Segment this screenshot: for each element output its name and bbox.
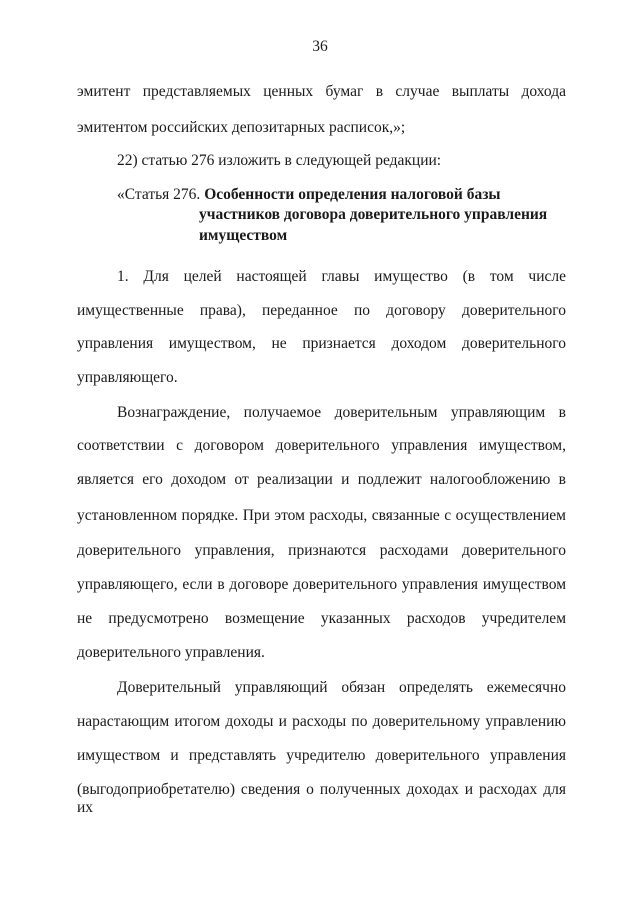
article-prefix: «Статья 276. — [117, 186, 201, 203]
text-line: управляющего, если в договоре доверительного управления имуществом — [77, 576, 566, 593]
text-line: доверительного управления. — [77, 644, 265, 661]
text-line: установленном порядке. При этом расходы, связанные с осуществлением — [77, 507, 566, 524]
text-line: имущественные права), переданное по договору доверительного — [77, 302, 566, 319]
text-line: имуществом и представлять учредителю доверительного управления — [77, 747, 566, 764]
text-line: (выгодоприобретателю) сведения о полученных доходах и расходах для их — [77, 781, 566, 816]
text-line: является его доходом от реализации и подлежит налогообложению в — [77, 471, 566, 488]
article-title-line: имуществом — [199, 227, 288, 244]
text-line: эмитент представляемых ценных бумаг в случае выплаты дохода — [77, 83, 566, 100]
text-line: 22) статью 276 изложить в следующей редакции: — [117, 152, 442, 169]
text-line: Вознаграждение, получаемое доверительным управляющим в — [117, 404, 566, 421]
article-title-line: Особенности определения налоговой базы — [204, 186, 501, 203]
text-line: нарастающим итогом доходы и расходы по доверительному управлению — [77, 713, 566, 730]
text-line: управляющего. — [77, 369, 178, 386]
text-line: не предусмотрено возмещение указанных расходов учредителем — [77, 610, 566, 627]
text-line: Доверительный управляющий обязан определять ежемесячно — [117, 679, 566, 696]
text-line: доверительного управления, признаются расходами доверительного — [77, 542, 566, 559]
text-line: эмитентом российских депозитарных расписок,»; — [77, 119, 406, 136]
article-title-line: участников договора доверительного управления — [199, 206, 548, 223]
text-line: соответствии с договором доверительного управления имуществом, — [77, 437, 566, 454]
text-line: 1. Для целей настоящей главы имущество (в том числе — [117, 268, 566, 285]
page-number: 36 — [312, 38, 328, 55]
article-heading — [117, 186, 501, 204]
text-line: управления имуществом, не признается доходом доверительного — [77, 335, 566, 352]
